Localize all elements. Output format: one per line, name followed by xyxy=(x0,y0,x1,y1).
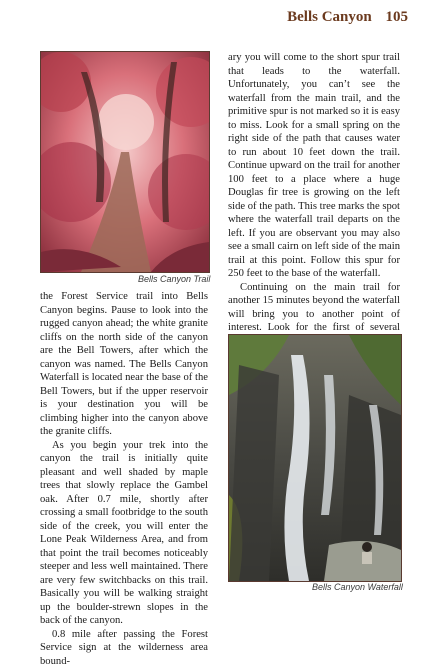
left-column-text xyxy=(40,290,208,668)
trail-photo-caption: Bells Canyon Trail xyxy=(138,274,210,284)
running-header xyxy=(287,9,408,26)
chapter-title: Bells Canyon xyxy=(287,9,372,25)
paragraph: Continuing on the main trail for another 15 minutes beyond the waterfall will bring you to another point of interest. Look for the first of several xyxy=(228,281,400,416)
paragraph: 0.8 mile after passing the Forest Service sign at the wilderness area bound- xyxy=(40,628,208,668)
page-number: 105 xyxy=(386,9,409,25)
trail-photo xyxy=(40,51,210,273)
paragraph: the Forest Service trail into Bells Canyon begins. Pause to look into the rugged canyon ahead; the white granite cliffs on the north side of the canyon are the Bell Towers, after which the canyon was named. The Bells Canyon Waterfall is located near the base of the Bell Towers, but if the upper reservoir is your destination you will be climbing higher into the canyon above the granite cliffs. xyxy=(40,290,208,439)
paragraph: ary you will come to the short spur trail that leads to the waterfall. Unfortunately, you can’t see the waterfall from the main trail, and the primitive spur is not marked so it is easy to miss. Look for a small spring on the right side of the path that causes water to run about 10 feet down the trail. Continue upward on the trail for another 100 feet to a place where a huge Douglas fir tree is growing on the left side of the path. This tree marks the spot where the waterfall trail departs on the left. If you are observant you may also see a small cairn on left side of the main trail at this point. Follow this spur for 250 feet to the base of the waterfall. xyxy=(228,51,400,281)
waterfall-photo-caption: Bells Canyon Waterfall xyxy=(312,582,403,592)
waterfall-photo xyxy=(228,334,402,582)
paragraph: As you begin your trek into the canyon the trail is initially quite pleasant and well shaded by maple trees that slowly replace the Gambel oak. After 0.7 mile, shortly after crossing a small footbridge to the south side of the creek, you will enter the Lone Peak Wilderness Area, and from that point the trail becomes noticeably steeper and less well maintained. There are very few switchbacks on this trail. Basically you will be walking straight up the boulder-strewn slopes in the back of the canyon. xyxy=(40,439,208,628)
